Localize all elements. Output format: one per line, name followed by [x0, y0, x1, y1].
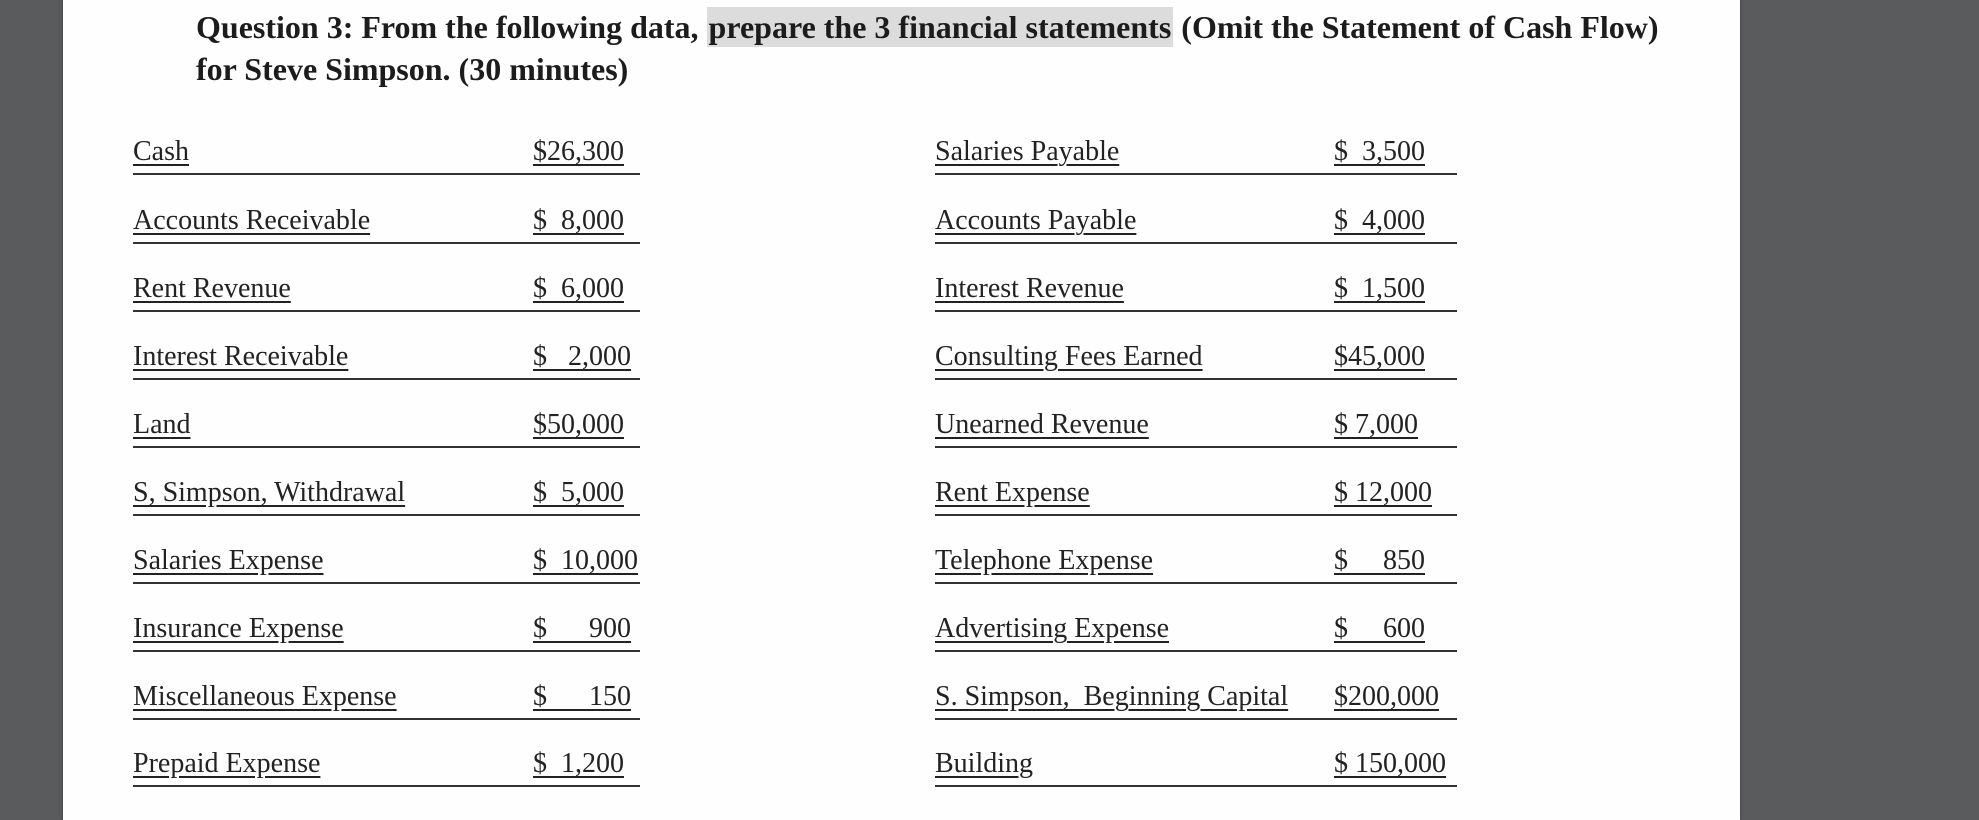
right-row-underline: [935, 514, 1457, 516]
left-account-label: Salaries Expense: [133, 545, 324, 576]
right-account-amount: $ 150,000: [1334, 748, 1446, 779]
right-account-label: Consulting Fees Earned: [935, 341, 1203, 372]
right-account-label: Interest Revenue: [935, 273, 1124, 304]
right-account-amount: $ 7,000: [1334, 409, 1418, 440]
right-row-underline: [935, 310, 1457, 312]
question-prefix: Question 3: From the following data,: [196, 9, 707, 45]
right-ledger-row: [0, 477, 1979, 517]
question-suffix: (Omit the Statement of Cash Flow) for Steve Simpson. (30 minutes): [196, 9, 1659, 87]
right-ledger-row: [0, 273, 1979, 313]
left-account-label: Cash: [133, 136, 189, 167]
right-account-amount: $ 4,000: [1334, 205, 1425, 236]
right-ledger-row: [0, 613, 1979, 653]
right-ledger-row: [0, 748, 1979, 788]
left-account-amount: $ 6,000: [533, 273, 624, 304]
right-account-label: Building: [935, 748, 1034, 779]
left-account-amount: $ 5,000: [533, 477, 624, 508]
right-ledger-row: [0, 205, 1979, 245]
left-account-amount: $ 150: [533, 681, 631, 712]
question-highlight: prepare the 3 financial statements: [708, 9, 1172, 45]
left-account-label: Prepaid Expense: [133, 748, 321, 779]
right-account-amount: $200,000: [1334, 681, 1439, 712]
left-account-amount: $ 8,000: [533, 205, 624, 236]
right-account-label: S. Simpson, Beginning Capital: [935, 681, 1289, 712]
right-row-underline: [935, 173, 1457, 175]
right-account-label: Salaries Payable: [935, 136, 1120, 167]
right-row-underline: [935, 242, 1457, 244]
left-account-label: Land: [133, 409, 191, 440]
right-row-underline: [935, 378, 1457, 380]
right-account-amount: $ 12,000: [1334, 477, 1432, 508]
left-account-label: Interest Receivable: [133, 341, 349, 372]
left-account-amount: $ 2,000: [533, 341, 631, 372]
left-account-amount: $26,300: [533, 136, 624, 167]
left-account-label: Insurance Expense: [133, 613, 344, 644]
right-account-label: Unearned Revenue: [935, 409, 1149, 440]
left-account-label: Rent Revenue: [133, 273, 291, 304]
right-ledger-row: [0, 409, 1979, 449]
left-account-amount: $ 10,000: [533, 545, 638, 576]
right-account-label: Advertising Expense: [935, 613, 1170, 644]
right-row-underline: [935, 650, 1457, 652]
right-account-amount: $45,000: [1334, 341, 1425, 372]
right-account-amount: $ 600: [1334, 613, 1425, 644]
right-account-label: Accounts Payable: [935, 205, 1137, 236]
right-account-label: Telephone Expense: [935, 545, 1154, 576]
right-row-underline: [935, 582, 1457, 584]
right-ledger-row: [0, 136, 1979, 176]
question-heading: [196, 6, 1676, 90]
left-account-label: S, Simpson, Withdrawal: [133, 477, 406, 508]
right-row-underline: [935, 718, 1457, 720]
right-account-amount: $ 1,500: [1334, 273, 1425, 304]
right-ledger-row: [0, 545, 1979, 585]
right-account-amount: $ 850: [1334, 545, 1425, 576]
left-account-amount: $ 900: [533, 613, 631, 644]
right-account-amount: $ 3,500: [1334, 136, 1425, 167]
right-ledger-row: [0, 341, 1979, 381]
left-account-label: Accounts Receivable: [133, 205, 371, 236]
right-row-underline: [935, 785, 1457, 787]
left-account-amount: $ 1,200: [533, 748, 624, 779]
right-account-label: Rent Expense: [935, 477, 1090, 508]
left-account-amount: $50,000: [533, 409, 624, 440]
right-ledger-row: [0, 681, 1979, 721]
left-account-label: Miscellaneous Expense: [133, 681, 397, 712]
right-row-underline: [935, 446, 1457, 448]
